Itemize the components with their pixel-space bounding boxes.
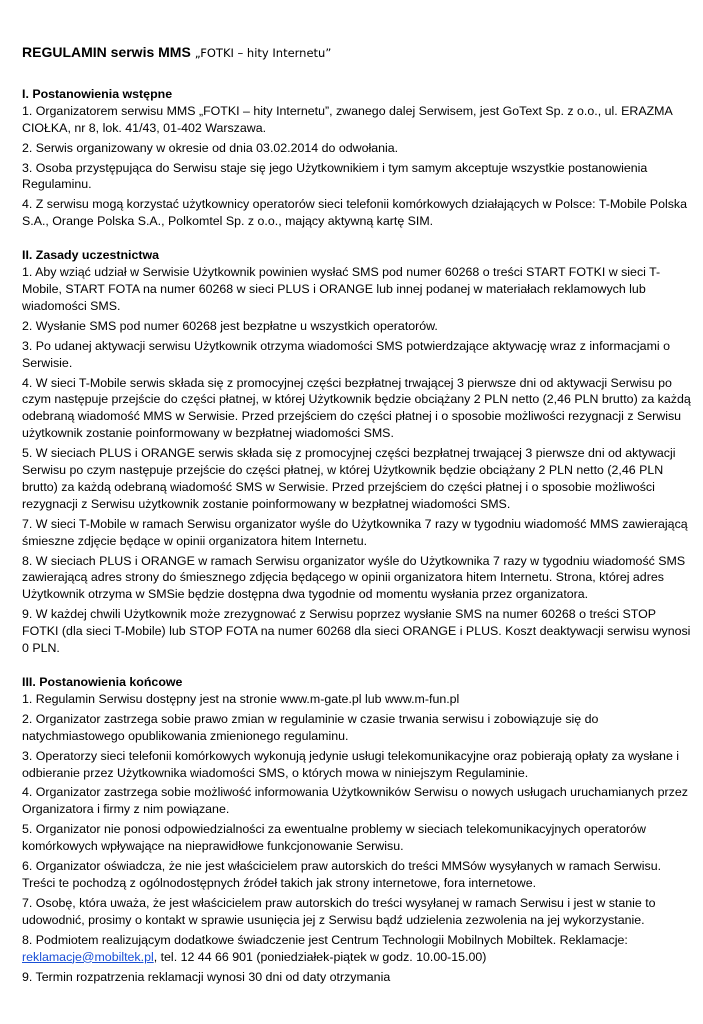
section-heading: II. Zasady uczestnictwa: [22, 248, 160, 263]
title-subtitle: „FOTKI – hity Internetu”: [194, 46, 332, 60]
document-title: [22, 44, 694, 62]
list-item: 3. Po udanej aktywacji serwisu Użytkownik otrzyma wiadomości SMS potwierdzające aktywację wraz z informacjami o Serwisie.: [22, 338, 670, 370]
list-item-complaints: [22, 932, 694, 966]
list-item: 1. Organizatorem serwisu MMS „FOTKI – hity Internetu”, zwanego dalej Serwisem, jest GoText Sp. z o.o., ul. ERAZMA CIOŁKA, nr 8, lok. 41/43, 01-402 Warszawa.: [22, 103, 673, 135]
section-heading: III. Postanowienia końcowe: [22, 675, 183, 689]
section-final-provisions: [22, 674, 694, 985]
complaints-text: 8. Podmiotem realizującym dodatkowe świadczenie jest Centrum Technologii Mobilnych Mobiltek. Reklamacje:: [22, 932, 628, 947]
list-item: 7. Osobę, która uważa, że jest właścicielem praw autorskich do treści wysyłanej w ramach Serwisu i jest w stanie to udowodnić, prosimy o kontakt w sprawie usunięcia jej z Serwisu bądź udzielenia zezwolenia na jej wykorzystanie.: [22, 895, 656, 927]
section-participation-rules: [22, 247, 694, 657]
list-item: 7. W sieci T-Mobile w ramach Serwisu organizator wyśle do Użytkownika 7 razy w tygodniu wiadomość MMS zawierającą śmieszne zdjęcie będące w opinii organizatora hitem Internetu.: [22, 516, 688, 548]
list-item: 3. Operatorzy sieci telefonii komórkowych wykonują jedynie usługi telekomunikacyjne oraz pobierają opłaty za wysłane i odbieranie przez Użytkownika wiadomości SMS, o których mowa w niniejszym Regulaminie.: [22, 748, 680, 780]
list-item: 8. W sieciach PLUS i ORANGE w ramach Serwisu organizator wyśle do Użytkownika 7 razy w tygodniu wiadomość SMS zawierającą adres strony do śmiesznego zdjęcia będącego w opinii organizatora hitem Internetu. Strona, której adres Użytkownik otrzyma w SMSie będzie dostępna dwa tygodnie od momentu wysłania przez organizatora.: [22, 553, 686, 602]
list-item: 4. Z serwisu mogą korzystać użytkownicy operatorów sieci telefonii komórkowych działających w Polsce: T-Mobile Polska S.A., Orange Polska S.A., Polkomtel Sp. z o.o., mający aktywną kartę SIM.: [22, 197, 687, 229]
list-item: 1. Regulamin Serwisu dostępny jest na stronie www.m-gate.pl lub www.m-fun.pl: [22, 691, 460, 706]
list-item: 1. Aby wziąć udział w Serwisie Użytkownik powinien wysłać SMS pod numer 60268 o treści START FOTKI w sieci T-Mobile, START FOTA na numer 60268 w sieci PLUS i ORANGE lub innej podanej w materiałach reklamowych lub wiadomości SMS.: [22, 265, 661, 313]
section-general-provisions: [22, 86, 694, 230]
complaints-email-link[interactable]: reklamacje@mobiltek.pl: [22, 949, 154, 964]
list-item: 9. W każdej chwili Użytkownik może zrezygnować z Serwisu poprzez wysłanie SMS na numer 60268 o treści STOP FOTKI (dla sieci T-Mobile) lub STOP FOTA na numer 60268 dla sieci ORANGE i PLUS. Koszt deaktywacji serwisu wynosi 0 PLN.: [22, 607, 691, 656]
section-heading: I. Postanowienia wstępne: [22, 86, 173, 101]
regulation-document: [22, 44, 694, 1002]
list-item: 5. W sieciach PLUS i ORANGE serwis składa się z promocyjnej części bezpłatnej trwającej 3 pierwsze dni od aktywacji Serwisu po czym następuje przejście do części płatnej, w której Użytkownik będzie obciążany 2 PLN netto (2,46 PLN brutto) za każdą odebraną wiadomość SMS w Serwisie. Przed przejściem do części płatnej i o sposobie możliwości rezygnacji z Serwisu użytkownik zostanie poinformowany w bezpłatnej wiadomości SMS.: [22, 446, 676, 511]
list-item: 2. Wysłanie SMS pod numer 60268 jest bezpłatne u wszystkich operatorów.: [22, 318, 438, 333]
list-item: 2. Organizator zastrzega sobie prawo zmian w regulaminie w czasie trwania serwisu i zobowiązuje się do natychmiastowego opublikowania zmienionego regulaminu.: [22, 711, 599, 743]
list-item: 3. Osoba przystępująca do Serwisu staje się jego Użytkownikiem i tym samym akceptuje wszystkie postanowienia Regulaminu.: [22, 160, 648, 192]
list-item: 4. W sieci T-Mobile serwis składa się z promocyjnej części bezpłatnej trwającej 3 pierwsze dni od aktywacji Serwisu po czym następuje przejście do części płatnej, w której Użytkownik będzie obciążany 2 PLN netto (2,46 PLN brutto) za każdą odebraną wiadomość MMS w Serwisie. Przed przejściem do części płatnej i o sposobie możliwości rezygnacji z Serwisu użytkownik zostanie poinformowany w bezpłatnej wiadomości SMS.: [22, 375, 691, 441]
complaints-phone-text: , tel. 12 44 66 901 (poniedziałek-piątek w godz. 10.00-15.00): [153, 949, 487, 964]
list-item: 9. Termin rozpatrzenia reklamacji wynosi 30 dni od daty otrzymania: [22, 969, 391, 984]
list-item: 2. Serwis organizowany w okresie od dnia 03.02.2014 do odwołania.: [22, 140, 399, 155]
list-item: 6. Organizator oświadcza, że nie jest właścicielem praw autorskich do treści MMSów wysyłanych w ramach Serwisu. Treści te pochodzą z ogólnodostępnych źródeł takich jak strony internetowe, fora internetowe.: [22, 859, 662, 890]
list-item: 5. Organizator nie ponosi odpowiedzialności za ewentualne problemy w sieciach telekomunikacyjnych operatorów komórkowych wpływające na nieprawidłowe funkcjonowanie Serwisu.: [22, 822, 647, 854]
list-item: 4. Organizator zastrzega sobie możliwość informowania Użytkowników Serwisu o nowych usługach uruchamianych przez Organizatora i firmy z nim powiązane.: [22, 785, 688, 817]
title-main: REGULAMIN serwis MMS: [22, 44, 191, 60]
